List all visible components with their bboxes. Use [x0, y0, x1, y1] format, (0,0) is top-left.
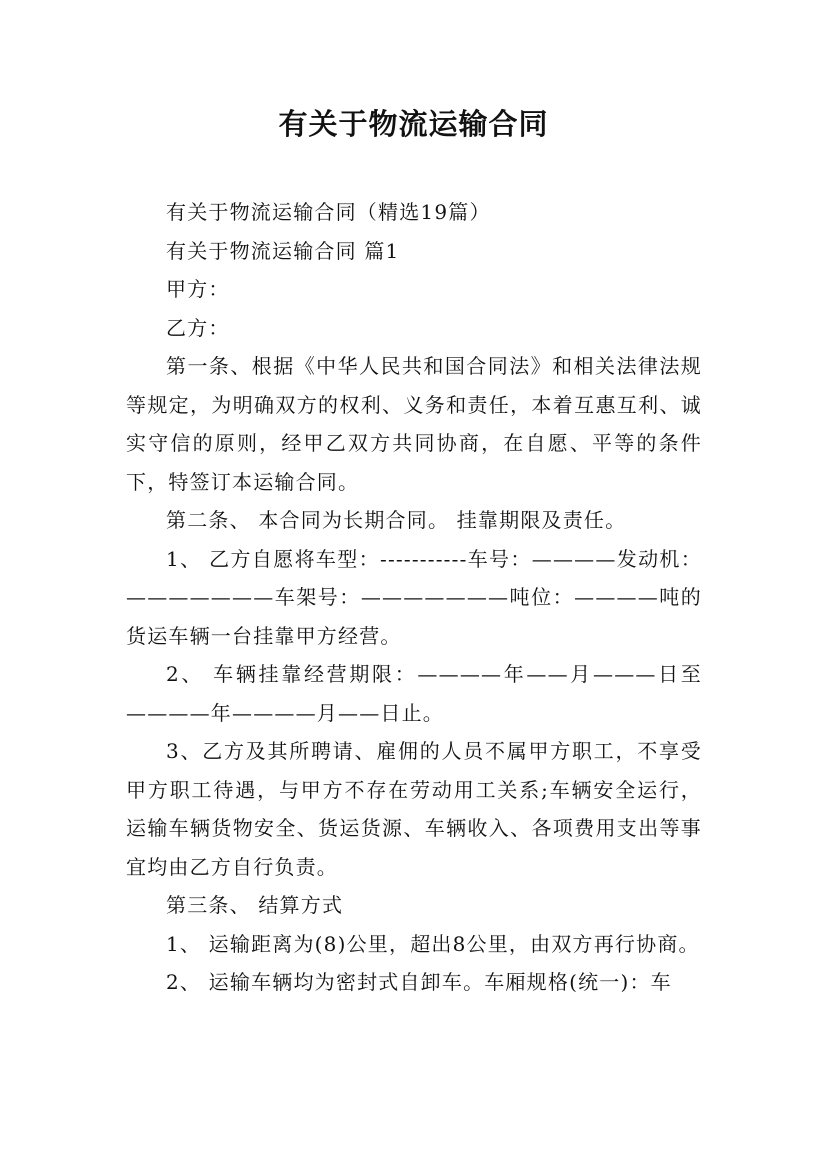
party-a-line: 甲方：	[166, 277, 230, 301]
party-b-line: 乙方：	[166, 315, 230, 340]
article-2-item-3: 3、乙方及其所聘请、雇佣的人员不属甲方职工，不享受甲方职工待遇，与甲方不存在劳动用工关系;车辆安全运行，运输车辆货物安全、货运货源、车辆收入、各项费用支出等事宜均由乙方自行负责。	[126, 739, 702, 879]
document-title: 有关于物流运输合同	[278, 107, 549, 141]
article-3-item-1: 1、 运输距离为(8)公里，超出8公里，由双方再行协商。	[166, 931, 700, 956]
article-2-item-2: 2、 车辆挂靠经营期限：————年——月———日至————年————月——日止。	[126, 662, 702, 725]
section-heading-paragraph: 有关于物流运输合同 篇1	[166, 238, 400, 263]
article-2-item-1: 1、 乙方自愿将车型：-----------车号：————发动机：———————车架号：———————吨位：————吨的货运车辆一台挂靠甲方经营。	[126, 546, 702, 648]
article-3-item-2: 2、 运输车辆均为密封式自卸车。车厢规格(统一)：车	[166, 970, 672, 994]
article-1-paragraph: 第一条、根据《中华人民共和国合同法》和相关法律法规等规定，为明确双方的权利、义务和责任，本着互惠互利、诚实守信的原则，经甲乙双方共同协商，在自愿、平等的条件下，特签订本运输合同。	[126, 354, 702, 494]
document-body	[126, 193, 702, 1002]
article-3-heading: 第三条、 结算方式	[166, 893, 344, 917]
subtitle-paragraph: 有关于物流运输合同（精选19篇）	[166, 200, 491, 224]
article-2-heading: 第二条、 本合同为长期合同。 挂靠期限及责任。	[166, 508, 627, 532]
